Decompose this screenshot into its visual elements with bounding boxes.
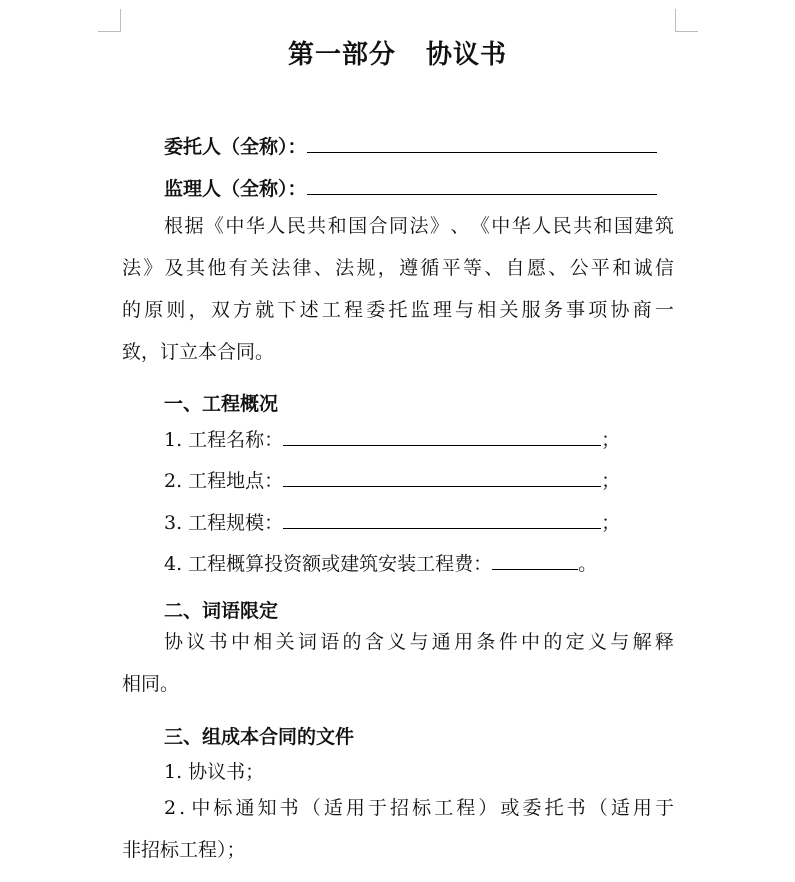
document-item-2-line: 非招标工程）；: [122, 839, 246, 861]
page-corner-marker-left: [98, 9, 121, 32]
project-location-blank[interactable]: [283, 467, 601, 487]
project-scale-blank[interactable]: [283, 509, 601, 529]
intro-paragraph: [122, 205, 674, 373]
intro-line: 根 据 《 中 华 人 民 共 和 国 合 同 法 》 、 《 中 华 人 民 共 和 国 建 筑: [164, 215, 674, 237]
section2-heading: 二、词语限定: [164, 600, 279, 622]
definitions-line: 协 议 书 中 相 关 词 语 的 含 义 与 通 用 条 件 中 的 定 义 与 解 释: [164, 631, 674, 653]
client-blank[interactable]: [307, 133, 657, 153]
document-item-2-line: 2 . 中 标 通 知 书 （ 适 用 于 招 标 工 程 ） 或 委 托 书 （ 适 用 于: [164, 797, 674, 819]
supervisor-blank[interactable]: [307, 175, 657, 195]
line-end-punct: ；: [601, 470, 621, 492]
document-title: [0, 34, 795, 71]
section3-heading: 三、组成本合同的文件: [164, 726, 355, 748]
client-line: [164, 132, 657, 159]
intro-line: 致，订立本合同。: [122, 341, 275, 363]
project-name-label: 1. 工程名称：: [164, 429, 284, 451]
project-scale-label: 3. 工程规模：: [164, 512, 284, 534]
line-end-punct: ；: [601, 429, 621, 451]
page-corner-marker-right: [675, 9, 698, 32]
title-part2: 协议书: [426, 40, 508, 70]
supervisor-label: 监理人（全称）：: [164, 178, 307, 200]
title-part1: 第一部分: [287, 40, 396, 70]
intro-line: 法 》 及 其 他 有 关 法 律 、 法 规 ， 遵 循 平 等 、 自 愿 、 公 平 和 诚 信: [122, 257, 674, 279]
project-location-label: 2. 工程地点：: [164, 470, 284, 492]
project-scale-line: [164, 508, 620, 535]
document-item-2: [122, 787, 674, 871]
line-end-punct: 。: [578, 553, 598, 575]
project-name-blank[interactable]: [283, 426, 601, 446]
project-budget-line: [164, 549, 597, 576]
line-end-punct: ；: [601, 512, 621, 534]
supervisor-line: [164, 174, 657, 201]
client-label: 委托人（全称）：: [164, 136, 307, 158]
document-item-1: 1. 协议书；: [164, 761, 265, 783]
section1-heading: 一、工程概况: [164, 393, 279, 415]
project-location-line: [164, 466, 620, 493]
intro-line: 的 原 则 ， 双 方 就 下 述 工 程 委 托 监 理 与 相 关 服 务 事 项 协 商 一: [122, 299, 674, 321]
definitions-line: 相同。: [122, 673, 180, 695]
project-budget-blank[interactable]: [492, 550, 578, 570]
project-name-line: [164, 425, 620, 452]
project-budget-label: 4. 工程概算投资额或建筑安装工程费：: [164, 553, 493, 575]
definitions-paragraph: [122, 621, 674, 705]
